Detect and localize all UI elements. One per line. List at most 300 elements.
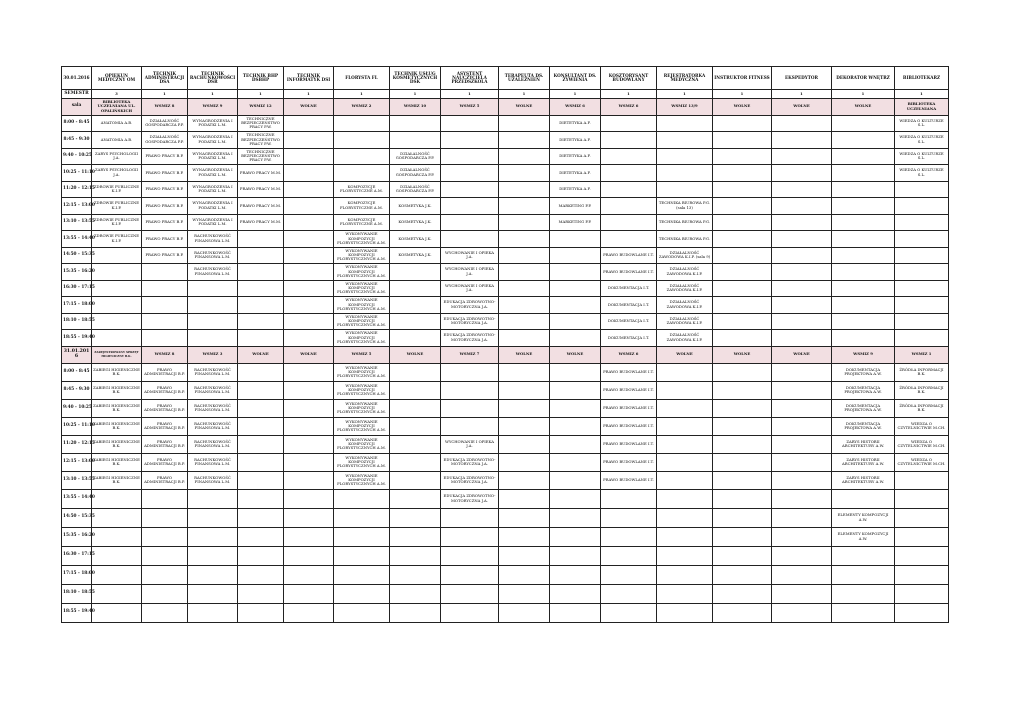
class-cell — [550, 297, 601, 314]
class-cell: PRAWO BUDOWLANE I.T. — [601, 381, 657, 399]
class-cell — [550, 453, 601, 471]
time-row — [62, 181, 949, 198]
room-cell: WSMIZ 9 — [188, 98, 238, 115]
class-cell — [657, 417, 713, 435]
class-cell — [895, 198, 949, 215]
class-cell — [601, 546, 657, 565]
class-cell — [188, 313, 238, 330]
class-cell: DIETETYKA A.F. — [550, 132, 601, 149]
time-row — [62, 148, 949, 165]
class-cell — [657, 527, 713, 546]
class-cell — [390, 399, 441, 417]
class-cell: WYNAGRODZENIA I PODATKI L.M. — [188, 148, 238, 165]
class-cell: WYKONYWANIE KOMPOZYCJI FLORYSTYCZNYCH A.M. — [334, 231, 390, 248]
class-cell: RACHUNKOWOŚĆ FINANSOWA L.M. — [188, 264, 238, 281]
course-header: OPIEKUN MEDYCZNY OM — [92, 67, 142, 90]
class-cell: PRAWO BUDOWLANE I.T. — [601, 417, 657, 435]
class-cell — [284, 313, 334, 330]
class-cell — [832, 148, 895, 165]
class-cell — [441, 214, 499, 231]
class-cell — [284, 115, 334, 132]
class-cell: ZABIEGI HIGIENICZNE B.K. — [92, 399, 142, 417]
class-cell — [550, 417, 601, 435]
class-cell — [713, 546, 772, 565]
time-row — [62, 297, 949, 314]
time-cell: 18:10 - 18:55 — [62, 584, 92, 603]
class-cell — [441, 603, 499, 622]
class-cell — [499, 546, 550, 565]
semester-cell: 1 — [895, 90, 949, 99]
class-cell: ZARYS PSYCHOLOGII J.A. — [92, 165, 142, 182]
class-cell — [895, 214, 949, 231]
class-cell — [284, 584, 334, 603]
class-cell — [284, 399, 334, 417]
class-cell — [832, 214, 895, 231]
class-cell — [657, 148, 713, 165]
class-cell: ZABIEGI HIGIENICZNE B.K. — [92, 417, 142, 435]
class-cell: PRAWO ADMINISTRACJI B.P. — [142, 435, 188, 453]
class-cell — [441, 565, 499, 584]
class-cell: WIEDZA O KULTURZE S.L. — [895, 165, 949, 182]
class-cell — [142, 546, 188, 565]
class-cell — [713, 165, 772, 182]
class-cell: DOKUMENTACJA PROJEKTOWA A.W. — [832, 363, 895, 381]
class-cell — [550, 489, 601, 508]
time-cell: 10:25 - 11:10 — [62, 165, 92, 182]
semester-cell: 3 — [92, 90, 142, 99]
course-header: ASYSTENT NAUCZYCIELA PRZEDSZKOLA — [441, 67, 499, 90]
class-cell — [284, 489, 334, 508]
class-cell — [713, 565, 772, 584]
time-cell: 13:55 - 14:40 — [62, 231, 92, 248]
time-cell: 9:40 - 10:25 — [62, 148, 92, 165]
class-cell — [499, 381, 550, 399]
room-cell: WOLNE — [772, 346, 832, 363]
class-cell — [550, 603, 601, 622]
class-cell — [657, 565, 713, 584]
class-cell — [832, 198, 895, 215]
class-cell — [550, 247, 601, 264]
class-cell: WYNAGRODZENIA I PODATKI L.M. — [188, 115, 238, 132]
class-cell — [772, 603, 832, 622]
class-cell — [188, 489, 238, 508]
class-cell — [601, 181, 657, 198]
class-cell — [499, 527, 550, 546]
class-cell — [284, 165, 334, 182]
time-row — [62, 435, 949, 453]
class-cell: ZDROWIE PUBLICZNE K.I.P. — [92, 198, 142, 215]
time-cell: 17:15 - 18:00 — [62, 297, 92, 314]
class-cell: PRAWO PRACY B.P. — [142, 148, 188, 165]
time-cell: 18:10 - 18:55 — [62, 313, 92, 330]
course-header: TECHNIK INFORMATYK DSI — [284, 67, 334, 90]
class-cell — [832, 565, 895, 584]
semester-cell: 1 — [657, 90, 713, 99]
class-cell — [601, 508, 657, 527]
time-row — [62, 264, 949, 281]
room-cell: WOLNE — [499, 346, 550, 363]
room-cell: WOLNE — [284, 346, 334, 363]
room-cell: WSMIZ 5 — [334, 346, 390, 363]
class-cell — [284, 264, 334, 281]
class-cell — [238, 603, 284, 622]
class-cell: PRAWO PRACY M.M. — [238, 165, 284, 182]
room-cell: WOLNE — [390, 346, 441, 363]
class-cell — [390, 508, 441, 527]
class-cell — [188, 330, 238, 347]
class-cell — [284, 527, 334, 546]
class-cell: DIETETYKA A.F. — [550, 148, 601, 165]
class-cell — [390, 132, 441, 149]
class-cell: ANATOMIA A.B. — [92, 115, 142, 132]
class-cell — [550, 280, 601, 297]
class-cell — [142, 565, 188, 584]
class-cell — [92, 565, 142, 584]
time-cell: 17:15 - 18:00 — [62, 565, 92, 584]
class-cell: WYKONYWANIE KOMPOZYCJI FLORYSTYCZNYCH A.M. — [334, 297, 390, 314]
class-cell — [238, 435, 284, 453]
class-cell — [390, 453, 441, 471]
time-row — [62, 399, 949, 417]
class-cell — [188, 546, 238, 565]
class-cell — [772, 508, 832, 527]
class-cell: WYCHOWANIE I OPIEKA J.A. — [441, 247, 499, 264]
time-cell: 16:30 - 17:15 — [62, 280, 92, 297]
class-cell — [713, 115, 772, 132]
class-cell — [713, 181, 772, 198]
class-cell: TECHNICZNE BEZPIECZEŃSTWO PRACY P.W. — [238, 148, 284, 165]
class-cell — [550, 546, 601, 565]
class-cell — [832, 115, 895, 132]
class-cell — [188, 297, 238, 314]
class-cell — [832, 297, 895, 314]
class-cell: WIEDZA O CZYTELNICTWIE M.CH. — [895, 417, 949, 435]
date-cell: 30.01.2016 — [62, 67, 92, 90]
class-cell: WIEDZA O KULTURZE S.L. — [895, 132, 949, 149]
class-cell — [499, 453, 550, 471]
course-header: KOSZTORYSANT BUDOWLANY — [601, 67, 657, 90]
class-cell: WYKONYWANIE KOMPOZYCJI FLORYSTYCZNYCH A.M. — [334, 453, 390, 471]
class-cell — [832, 247, 895, 264]
class-cell — [499, 603, 550, 622]
class-cell — [92, 584, 142, 603]
class-cell: RACHUNKOWOŚĆ FINANSOWA L.M. — [188, 247, 238, 264]
time-row — [62, 247, 949, 264]
class-cell — [441, 527, 499, 546]
class-cell: PRAWO PRACY M.M. — [238, 198, 284, 215]
room-cell: WSMIZ 9 — [832, 346, 895, 363]
class-cell: WIEDZA O KULTURZE S.L. — [895, 148, 949, 165]
class-cell: TECHNIKA BIUROWA P.G. — [657, 231, 713, 248]
class-cell — [499, 565, 550, 584]
class-cell: ZABIEGI HIGIENICZNE B.K. — [92, 471, 142, 489]
room-cell: WSMIZ 13/9 — [657, 98, 713, 115]
class-cell — [713, 313, 772, 330]
semester-cell: 1 — [772, 90, 832, 99]
class-cell — [713, 527, 772, 546]
class-cell — [284, 148, 334, 165]
class-cell: DOKUMENTACJA I.T. — [601, 297, 657, 314]
class-cell — [284, 231, 334, 248]
class-cell — [238, 527, 284, 546]
class-cell: DOKUMENTACJA PROJEKTOWA A.W. — [832, 399, 895, 417]
class-cell — [550, 363, 601, 381]
class-cell — [895, 247, 949, 264]
class-cell — [441, 115, 499, 132]
class-cell — [772, 148, 832, 165]
class-cell: DZIAŁALNOŚĆ ZAWODOWA K.I.P. — [657, 313, 713, 330]
class-cell — [92, 280, 142, 297]
course-header: BIBLIOTEKARZ — [895, 67, 949, 90]
semester-cell: 1 — [832, 90, 895, 99]
time-row — [62, 489, 949, 508]
class-cell — [499, 435, 550, 453]
class-cell — [713, 399, 772, 417]
room-cell: WSMIZ 2 — [334, 98, 390, 115]
class-cell — [390, 584, 441, 603]
class-cell — [284, 603, 334, 622]
class-cell — [657, 489, 713, 508]
room-cell: ZAREJESTROWANY SPRZĘT HIGIENICZNY B.K. — [92, 346, 142, 363]
class-cell — [142, 280, 188, 297]
class-cell — [238, 330, 284, 347]
time-cell: 13:10 - 13:55 — [62, 471, 92, 489]
time-row — [62, 214, 949, 231]
time-cell: 14:50 - 15:35 — [62, 247, 92, 264]
class-cell — [550, 313, 601, 330]
class-cell: RACHUNKOWOŚĆ FINANSOWA L.M. — [188, 471, 238, 489]
class-cell — [284, 330, 334, 347]
class-cell: DZIAŁALNOŚĆ ZAWODOWA K.I.P. — [657, 330, 713, 347]
class-cell — [390, 297, 441, 314]
time-row — [62, 280, 949, 297]
class-cell — [713, 132, 772, 149]
class-cell — [499, 280, 550, 297]
class-cell — [188, 584, 238, 603]
time-row — [62, 132, 949, 149]
class-cell — [334, 508, 390, 527]
time-row — [62, 584, 949, 603]
time-cell: 9:40 - 10:25 — [62, 399, 92, 417]
class-cell: DZIAŁALNOŚĆ ZAWODOWA K.I.P. — [657, 297, 713, 314]
class-cell — [238, 471, 284, 489]
room-label: sala — [62, 98, 92, 115]
class-cell: PRAWO ADMINISTRACJI B.P. — [142, 471, 188, 489]
class-cell — [92, 546, 142, 565]
room-cell: WSMIZ 6 — [550, 98, 601, 115]
class-cell: RACHUNKOWOŚĆ FINANSOWA L.M. — [188, 231, 238, 248]
class-cell — [334, 489, 390, 508]
room-cell: WSMIZ 7 — [441, 346, 499, 363]
room-cell: WOLNE — [238, 346, 284, 363]
class-cell — [441, 546, 499, 565]
course-header: FLORYSTA FL — [334, 67, 390, 90]
class-cell: ZARYS PSYCHOLOGII J.A. — [92, 148, 142, 165]
semester-cell: 1 — [284, 90, 334, 99]
class-cell — [895, 264, 949, 281]
class-cell — [238, 453, 284, 471]
class-cell — [832, 165, 895, 182]
class-cell — [550, 565, 601, 584]
class-cell — [499, 584, 550, 603]
class-cell — [895, 231, 949, 248]
class-cell — [657, 363, 713, 381]
class-cell — [334, 527, 390, 546]
class-cell — [772, 214, 832, 231]
class-cell — [832, 489, 895, 508]
semester-cell: 1 — [142, 90, 188, 99]
class-cell: ZABIEGI HIGIENICZNE B.K. — [92, 363, 142, 381]
class-cell — [550, 508, 601, 527]
class-cell — [284, 247, 334, 264]
class-cell — [441, 198, 499, 215]
class-cell — [390, 264, 441, 281]
time-cell: 12:15 - 13:00 — [62, 198, 92, 215]
time-row — [62, 527, 949, 546]
time-row — [62, 565, 949, 584]
class-cell: PRAWO PRACY B.P. — [142, 214, 188, 231]
class-cell — [713, 417, 772, 435]
class-cell — [284, 546, 334, 565]
class-cell — [334, 148, 390, 165]
class-cell: PRAWO PRACY M.M. — [238, 214, 284, 231]
class-cell — [657, 546, 713, 565]
semester-cell: 1 — [334, 90, 390, 99]
class-cell — [390, 527, 441, 546]
time-cell: 18:55 - 19:40 — [62, 603, 92, 622]
class-cell: TECHNIKA BIUROWA P.G. (sala 13) — [657, 198, 713, 215]
class-cell — [772, 165, 832, 182]
class-cell — [390, 381, 441, 399]
class-cell — [284, 198, 334, 215]
class-cell — [772, 330, 832, 347]
class-cell — [284, 280, 334, 297]
time-cell: 16:30 - 17:15 — [62, 546, 92, 565]
time-cell: 8:00 - 8:45 — [62, 363, 92, 381]
class-cell: PRAWO PRACY B.P. — [142, 231, 188, 248]
class-cell — [772, 280, 832, 297]
class-cell — [284, 417, 334, 435]
class-cell — [188, 565, 238, 584]
course-header: TECHNIK RACHUNKOWOŚCI DSR — [188, 67, 238, 90]
time-row — [62, 508, 949, 527]
class-cell — [92, 297, 142, 314]
class-cell: WYCHOWANIE I OPIEKA J.A. — [441, 280, 499, 297]
schedule-table — [61, 66, 949, 623]
class-cell: DZIAŁALNOŚĆ GOSPODARCZA P.P. — [142, 132, 188, 149]
class-cell: PRAWO BUDOWLANE I.T. — [601, 363, 657, 381]
class-cell — [390, 603, 441, 622]
time-row — [62, 603, 949, 622]
class-cell: ZABIEGI HIGIENICZNE B.K. — [92, 435, 142, 453]
class-cell: ZDROWIE PUBLICZNE K.I.P. — [92, 231, 142, 248]
class-cell: ZARYS HISTORII ARCHITEKTURY A.W. — [832, 471, 895, 489]
class-cell — [713, 330, 772, 347]
class-cell: ZDROWIE PUBLICZNE K.I.P. — [92, 181, 142, 198]
class-cell: PRAWO ADMINISTRACJI B.P. — [142, 453, 188, 471]
class-cell — [188, 280, 238, 297]
class-cell — [499, 489, 550, 508]
class-cell — [895, 584, 949, 603]
class-cell — [142, 603, 188, 622]
class-cell — [657, 381, 713, 399]
class-cell — [499, 148, 550, 165]
class-cell — [238, 584, 284, 603]
class-cell — [895, 280, 949, 297]
class-cell: ANATOMIA A.B. — [92, 132, 142, 149]
class-cell: RACHUNKOWOŚĆ FINANSOWA L.M. — [188, 399, 238, 417]
class-cell: WYNAGRODZENIA I PODATKI L.M. — [188, 214, 238, 231]
class-cell — [713, 247, 772, 264]
class-cell: MARKETING P.P. — [550, 214, 601, 231]
class-cell — [895, 297, 949, 314]
semester-cell: 1 — [390, 90, 441, 99]
class-cell — [499, 313, 550, 330]
class-cell — [142, 264, 188, 281]
class-cell: EDUKACJA ZDROWOTNO-MOTORYCZNA J.A. — [441, 489, 499, 508]
class-cell — [441, 231, 499, 248]
class-cell — [772, 264, 832, 281]
class-cell — [772, 489, 832, 508]
class-cell: ZARYS HISTORII ARCHITEKTURY A.W. — [832, 435, 895, 453]
time-cell: 15:35 - 16:20 — [62, 527, 92, 546]
class-cell — [550, 381, 601, 399]
class-cell — [188, 527, 238, 546]
class-cell — [238, 231, 284, 248]
class-cell — [550, 435, 601, 453]
class-cell: DOKUMENTACJA I.T. — [601, 330, 657, 347]
class-cell — [832, 231, 895, 248]
class-cell: WYKONYWANIE KOMPOZYCJI FLORYSTYCZNYCH A.M. — [334, 264, 390, 281]
room-cell: WSMIZ 8 — [142, 346, 188, 363]
class-cell — [601, 115, 657, 132]
class-cell — [713, 584, 772, 603]
class-cell — [334, 115, 390, 132]
time-row — [62, 381, 949, 399]
class-cell — [713, 297, 772, 314]
class-cell — [499, 247, 550, 264]
room-cell: WSMIZ 6 — [601, 98, 657, 115]
room-row — [62, 98, 949, 115]
class-cell: PRAWO BUDOWLANE I.T. — [601, 247, 657, 264]
class-cell — [772, 417, 832, 435]
class-cell — [713, 231, 772, 248]
class-cell — [713, 471, 772, 489]
class-cell — [772, 565, 832, 584]
class-cell — [772, 363, 832, 381]
time-row — [62, 313, 949, 330]
class-cell: DZIAŁALNOŚĆ ZAWODOWA K.I.P. (sala 9) — [657, 247, 713, 264]
class-cell — [499, 264, 550, 281]
time-cell: 18:55 - 19:40 — [62, 330, 92, 347]
semester-cell: 1 — [499, 90, 550, 99]
class-cell: DOKUMENTACJA PROJEKTOWA A.W. — [832, 417, 895, 435]
class-cell — [441, 181, 499, 198]
class-cell — [601, 148, 657, 165]
room-cell: WSMIZ 1 — [895, 346, 949, 363]
class-cell — [92, 527, 142, 546]
room-cell: BIBLIOTEKA UCZELNIANA UL. OPALIŃSKICH — [92, 98, 142, 115]
class-cell: ŹRÓDŁA INFORMACJI B.K. — [895, 381, 949, 399]
class-cell: EDUKACJA ZDROWOTNO-MOTORYCZNA J.A. — [441, 330, 499, 347]
class-cell — [238, 280, 284, 297]
class-cell — [772, 313, 832, 330]
class-cell: PRAWO PRACY B.P. — [142, 181, 188, 198]
class-cell — [772, 453, 832, 471]
class-cell — [92, 489, 142, 508]
class-cell — [499, 508, 550, 527]
class-cell — [499, 417, 550, 435]
